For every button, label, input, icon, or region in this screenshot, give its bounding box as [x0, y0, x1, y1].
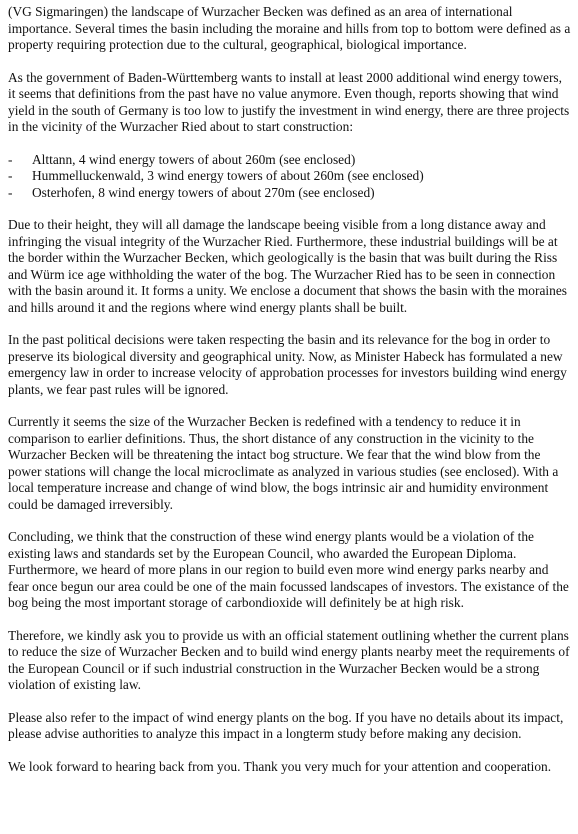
- wind-project-list: [8, 152, 572, 202]
- paragraph-government-plans: As the government of Baden-Württemberg wants to install at least 2000 additional wind energy towers, it seems that definitions from the past have no value anymore. Even though, reports showing that wind yield in the south of Germany is too low to justify the investment in wind energy, there are three projects in the vicinity of the Wurzacher Ried about to start construction:: [8, 69, 570, 134]
- paragraph-impact-study: Please also refer to the impact of wind energy plants on the bog. If you have no details about its impact, please advise authorities to analyze this impact in a longterm study before making any decision.: [8, 709, 564, 741]
- paragraph-conclusion: Concluding, we think that the construction of these wind energy plants would be a violation of the existing laws and standards set by the European Council, who awarded the European Diploma. Furthermore, we heard of more plans in our region to build even more wind energy parks nearby and fear once begun our area could be one of the main focussed landscapes of investors. The existance of the bog being the most important storage of carbondioxide will definitely be at high risk.: [8, 529, 569, 610]
- list-item-text: Osterhofen, 8 wind energy towers of about 270m (see enclosed): [32, 184, 375, 200]
- list-item: [8, 185, 572, 202]
- paragraph-landscape-damage: Due to their height, they will all damage the landscape beeing visible from a long distance away and infringing the visual integrity of the Wurzacher Ried. Furthermore, these industrial buildings will be at the border within the Wurzacher Becken, which geologically is the basin that was built during the Riss and Würm ice age withholding the water of the bog. The Wurzacher Ried has to be seen in connection with the basin around it. It forms a unity. We enclose a document that shows the basin with the moraines and hills around it and the regions where wind energy plants shall be built.: [8, 217, 567, 315]
- list-item: [8, 152, 572, 169]
- list-item-text: Alttann, 4 wind energy towers of about 260m (see enclosed): [32, 151, 356, 167]
- list-marker: -: [8, 184, 13, 200]
- paragraph-request: Therefore, we kindly ask you to provide us with an official statement outlining whether the current plans to reduce the size of Wurzacher Becken and to build wind energy plants nearby meet the requirements of the European Council or if such industrial construction in the Wurzacher Becken would be a strong violation of existing law.: [8, 627, 570, 692]
- list-item-text: Hummelluckenwald, 3 wind energy towers of about 260m (see enclosed): [32, 168, 424, 183]
- paragraph-intro: (VG Sigmaringen) the landscape of Wurzacher Becken was defined as an area of international importance. Several times the basin including the moraine and hills from top to bottom were defined as a property requiring protection due to the cultural, geographical, biological importance.: [8, 4, 571, 52]
- letter-body: [8, 4, 572, 791]
- list-marker: -: [8, 151, 13, 167]
- paragraph-past-decisions: In the past political decisions were taken respecting the basin and its relevance for the bog in order to preserve its biological diversity and geographical unity. Now, as Minister Habeck has formulated a new emergency law in order to increase velocity of approbation processes for investors building wind energy plants, we fear past rules will be ignored.: [8, 332, 567, 397]
- paragraph-closing: We look forward to hearing back from you. Thank you very much for your attention and cooperation.: [8, 758, 552, 774]
- paragraph-basin-redefinition: Currently it seems the size of the Wurzacher Becken is redefined with a tendency to reduce it in comparison to earlier definitions. Thus, the short distance of any construction in the vicinity to the Wurzacher Becken will be threatening the intact bog structure. We fear that the wind blow from the power stations will change the local microclimate as analyzed in various studies (see enclosed). With a local temperature increase and change of wind blow, the bogs intrinsic air and humidity environment could be damaged irreversibly.: [8, 414, 559, 512]
- list-item: [8, 168, 572, 185]
- list-marker: -: [8, 168, 13, 183]
